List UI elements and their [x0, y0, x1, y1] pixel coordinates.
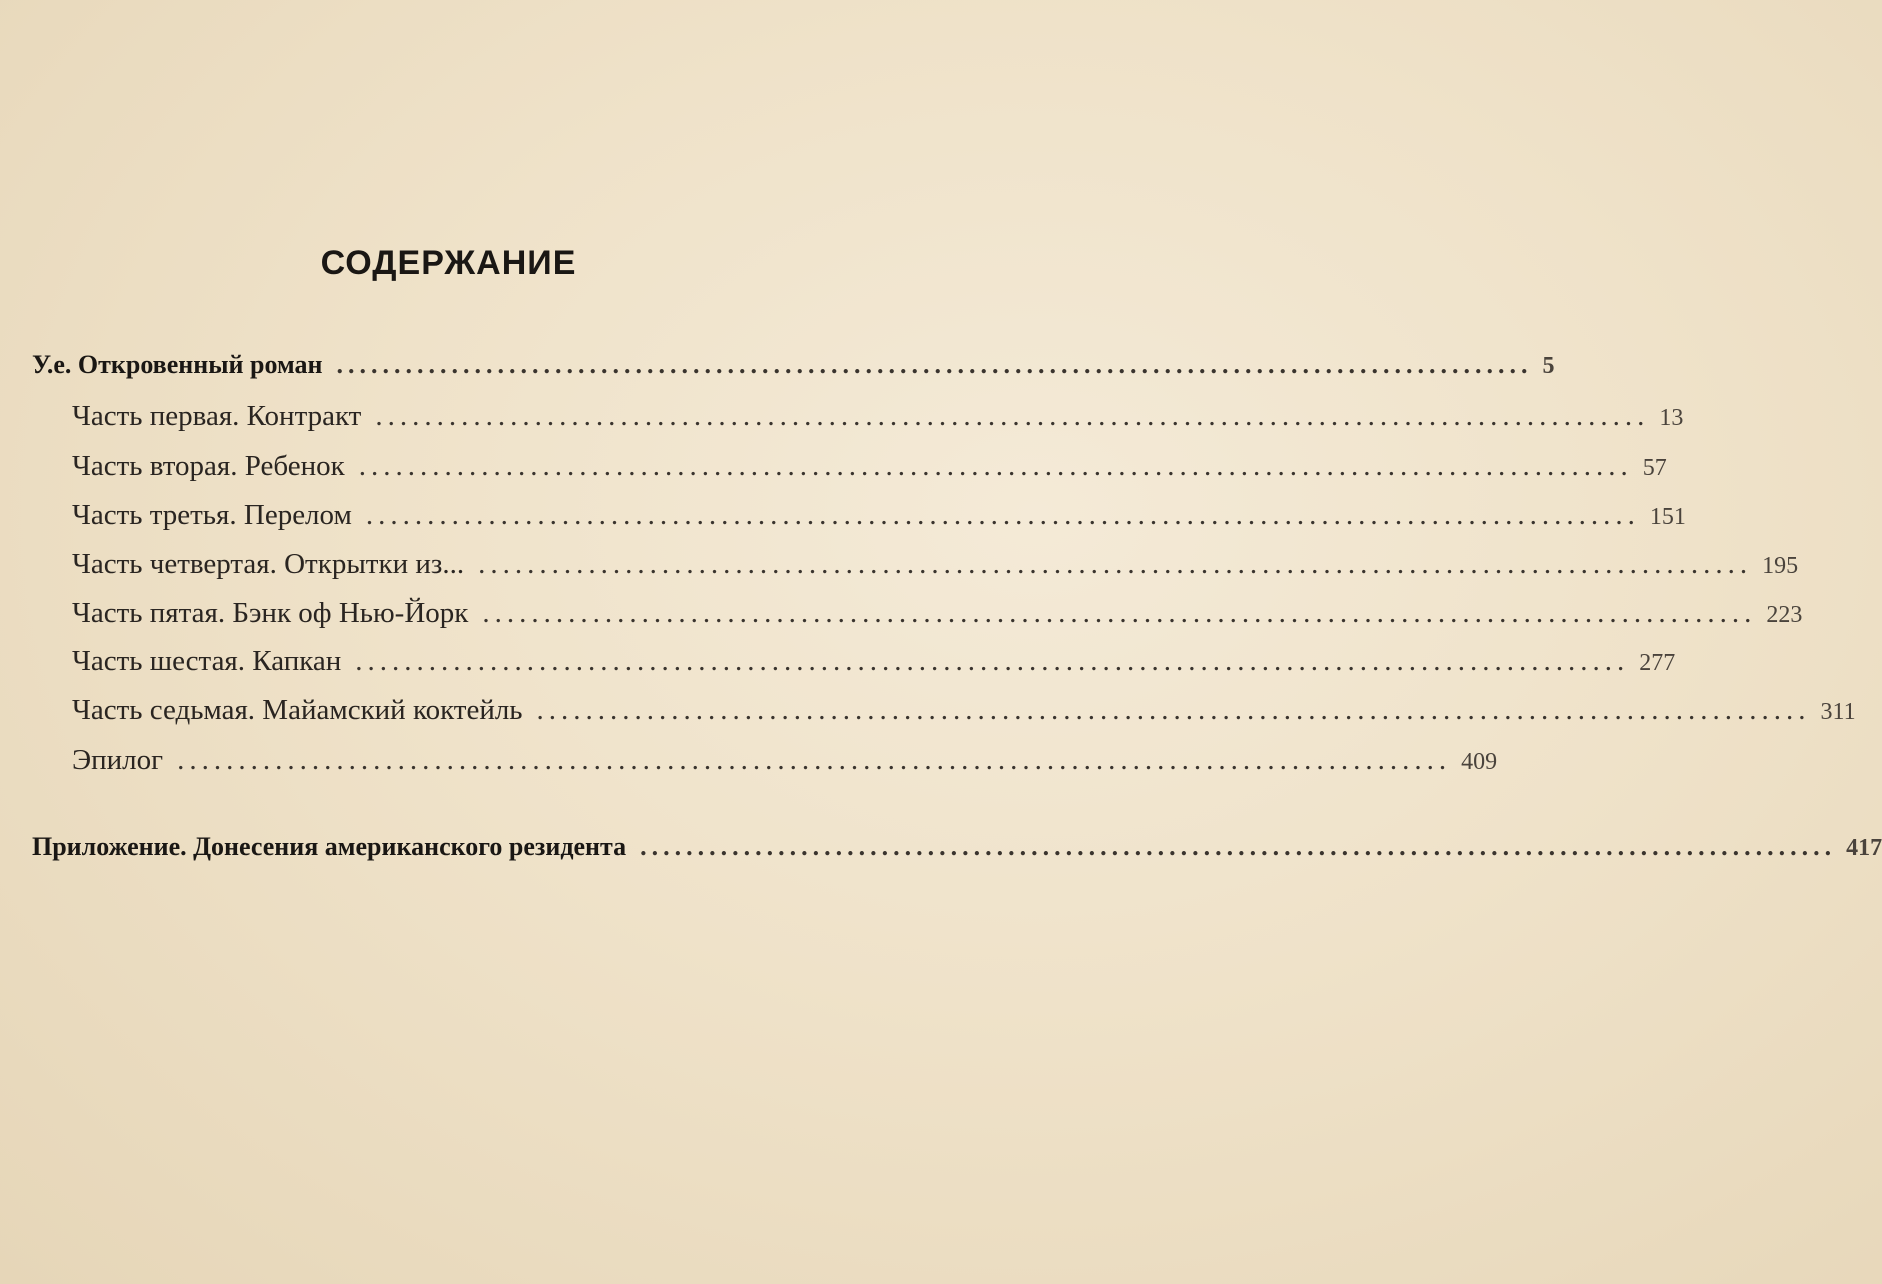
toc-leader-dots: ........................................................................................................ [640, 832, 1837, 861]
toc-entry-epilogue [72, 744, 1498, 777]
toc-entry-label: Приложение. Донесения американского резидента [32, 832, 627, 861]
toc-entry-part-7 [72, 694, 1856, 727]
toc-entry-label: Часть пятая. Бэнк оф Нью-Йорк [72, 597, 469, 629]
toc-leader-dots: ........................................................................................................ [375, 400, 1650, 432]
toc-leader-dots: ........................................................................................................ [365, 499, 1640, 531]
toc-entry-page: 409 [1461, 749, 1498, 775]
toc-entry-appendix [32, 832, 1882, 862]
toc-entry-page: 195 [1762, 553, 1799, 579]
toc-entry-part-4 [72, 548, 1799, 581]
toc-entry-page: 5 [1542, 353, 1555, 379]
toc-entry-part-3 [72, 499, 1686, 532]
toc-entry-page: 311 [1820, 699, 1856, 725]
page-title: СОДЕРЖАНИЕ [320, 244, 577, 282]
toc-entry-label: Часть шестая. Капкан [72, 645, 342, 677]
toc-leader-dots: ........................................................................................................ [536, 694, 1811, 726]
toc-entry-label: Часть третья. Перелом [72, 499, 352, 531]
toc-entry-page: 13 [1659, 405, 1684, 431]
toc-leader-dots: ........................................................................................................ [482, 597, 1757, 629]
toc-entry-label: Эпилог [72, 744, 164, 776]
toc-entry-label: Часть четвертая. Открытки из... [72, 548, 465, 580]
toc-entry-part-5 [72, 597, 1803, 630]
toc-leader-dots: ........................................................................................................ [358, 450, 1633, 482]
toc-entry-label: Часть вторая. Ребенок [72, 450, 345, 482]
toc-entry-part-2 [72, 450, 1667, 483]
toc-leader-dots: ........................................................................................................ [478, 548, 1753, 580]
toc-leader-dots: ........................................................................................................ [177, 744, 1452, 776]
toc-entry-page: 57 [1642, 455, 1667, 481]
toc-entry-page: 151 [1649, 504, 1686, 530]
toc-entry-page: 277 [1639, 650, 1676, 676]
toc-leader-dots: ........................................................................................................ [336, 350, 1533, 379]
toc-entry-label: У.е. Откровенный роман [32, 350, 323, 379]
toc-leader-dots: ........................................................................................................ [355, 645, 1630, 677]
toc-entry-main [32, 350, 1555, 380]
toc-entry-part-6 [72, 645, 1676, 678]
toc-entry-page: 417 [1846, 835, 1882, 861]
toc-entry-label: Часть первая. Контракт [72, 400, 362, 432]
toc-entry-page: 223 [1766, 602, 1803, 628]
toc-entry-label: Часть седьмая. Майамский коктейль [72, 694, 523, 726]
toc-entry-part-1 [72, 400, 1684, 433]
